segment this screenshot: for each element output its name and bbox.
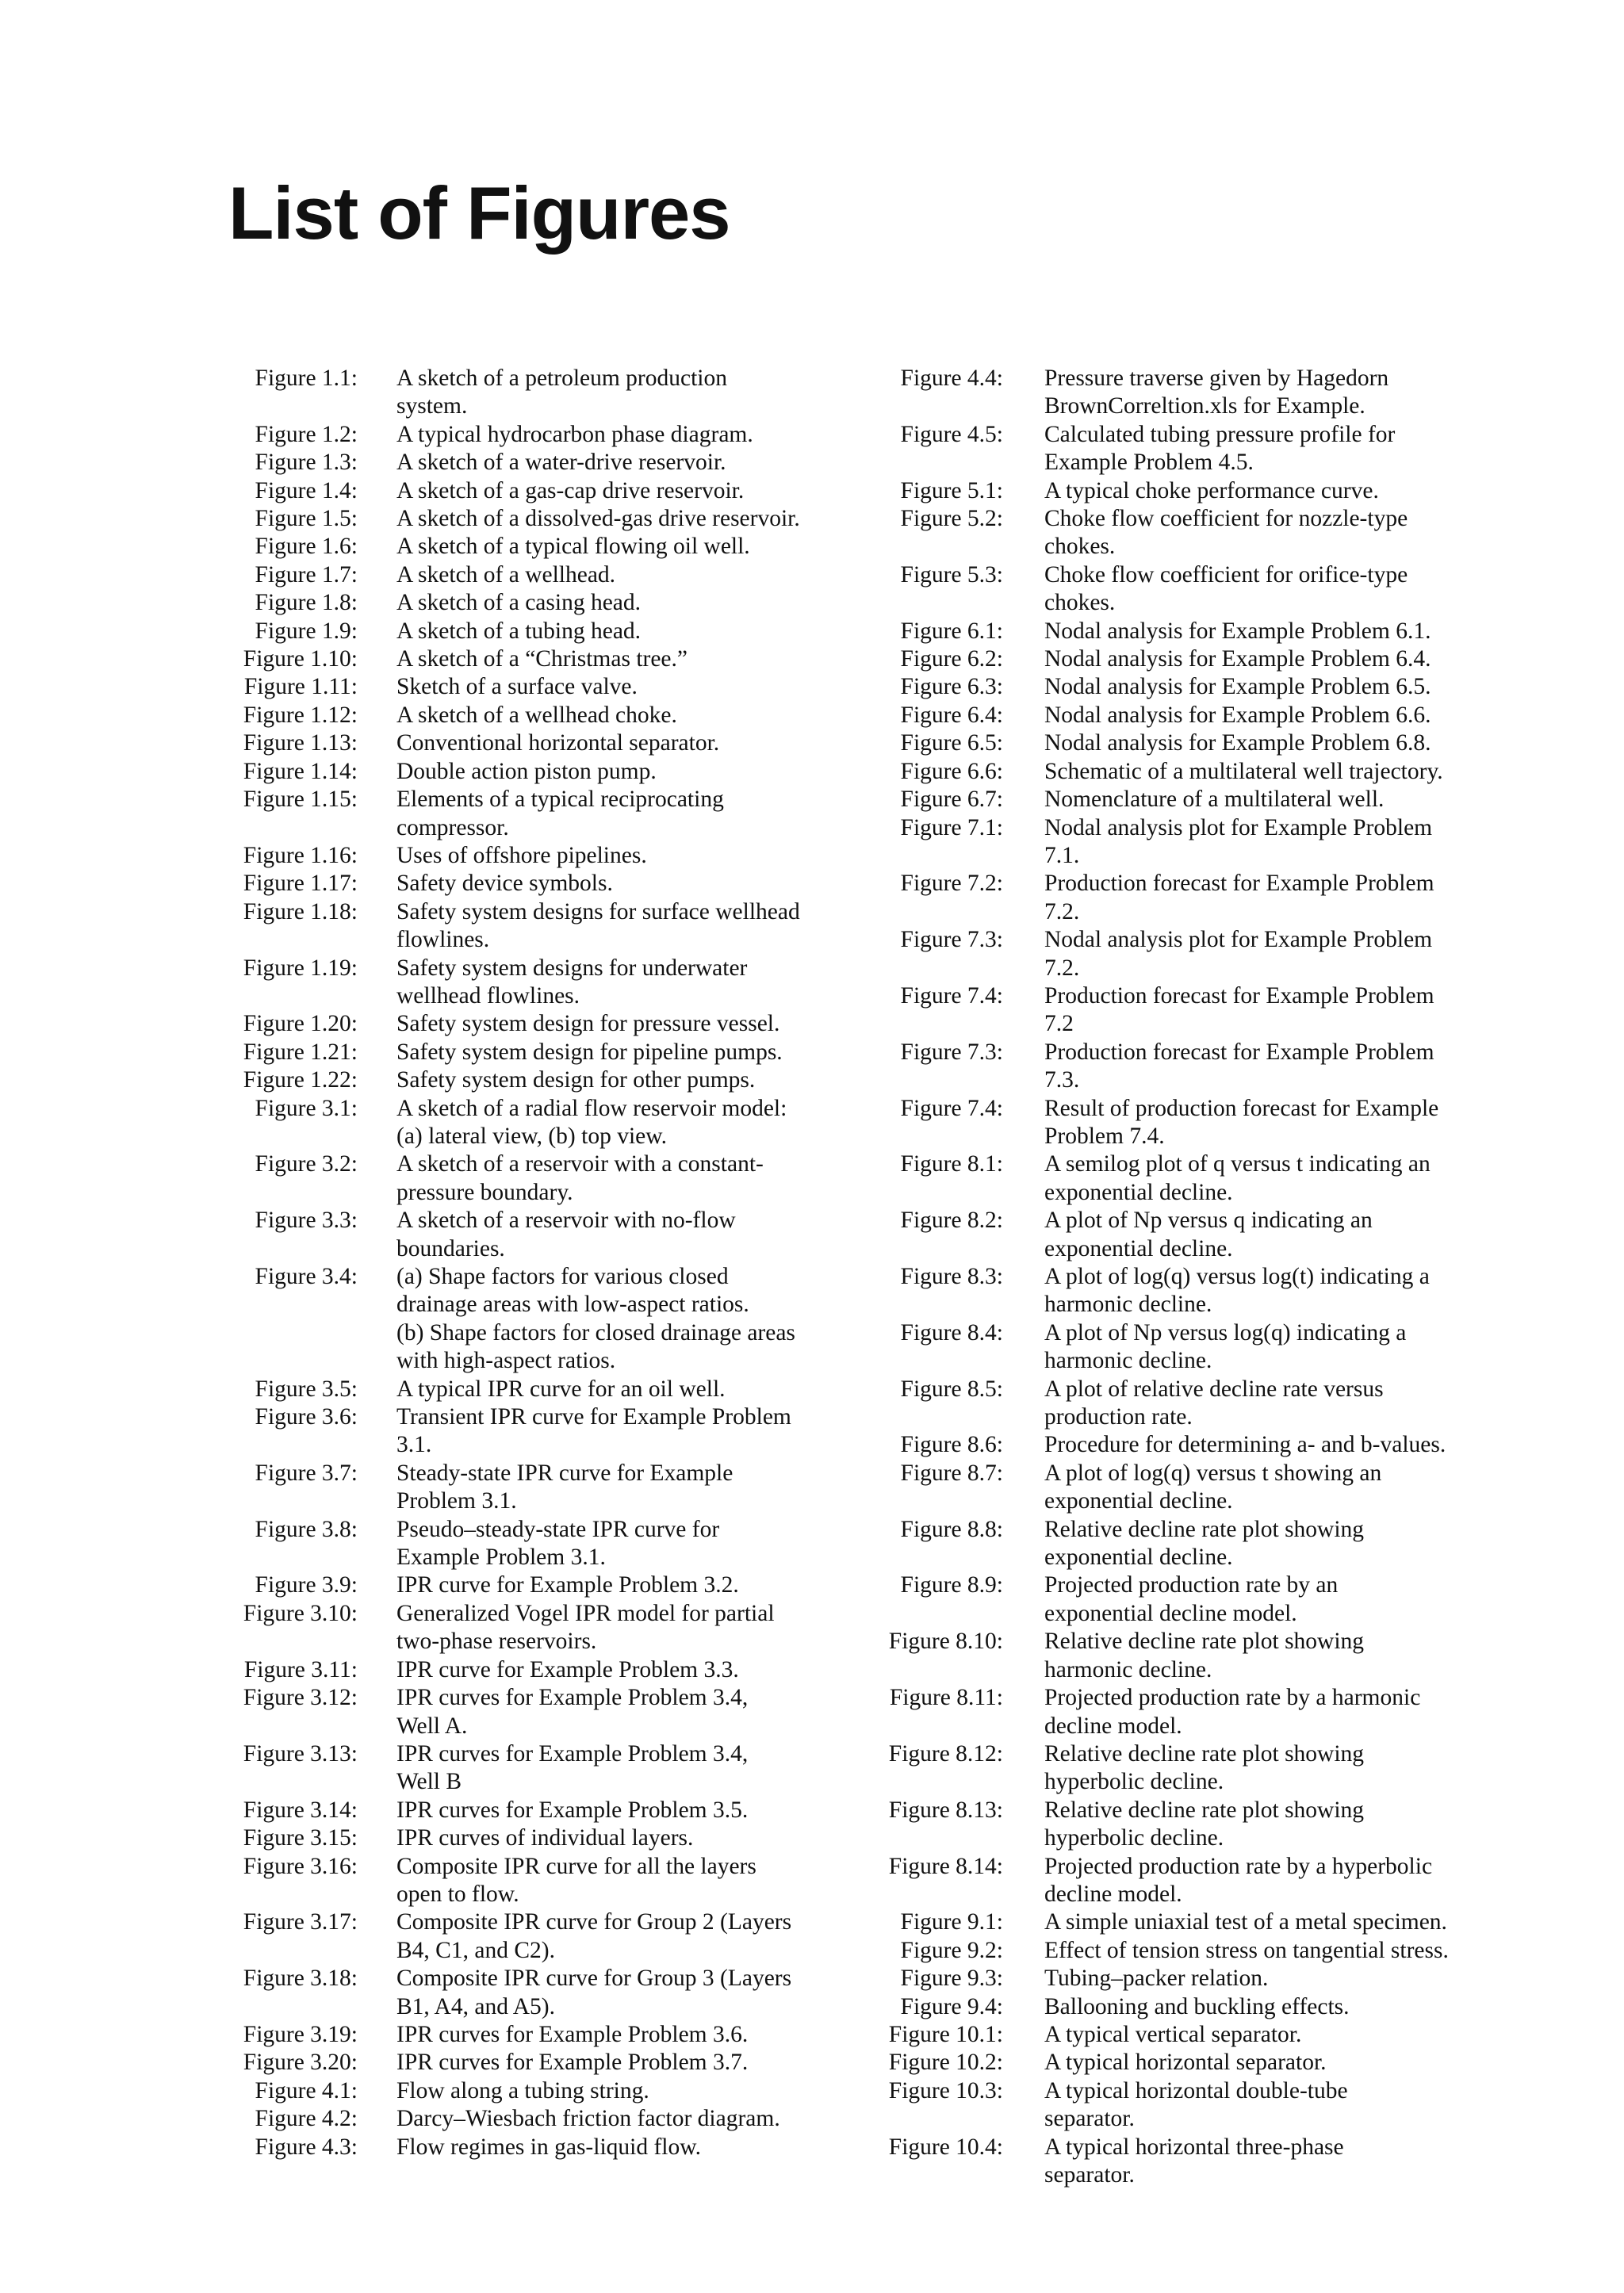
figure-list-entry [226,1263,852,1376]
figure-list-entry [226,1824,852,1852]
figure-list-entry [226,1797,852,1824]
figure-list-entry [875,1319,1493,1376]
figure-number: Figure 8.12: [888,1740,1003,1767]
figure-caption: Production forecast for Example Problem 7.2 [1044,982,1434,1037]
figure-caption: IPR curves for Example Problem 3.4, Well B [396,1740,749,1795]
figure-list-entry [875,1993,1493,2021]
figure-number: Figure 1.20: [243,1011,358,1037]
figure-caption: Generalized Vogel IPR model for partial two-phase reservoirs. [396,1600,775,1655]
figure-caption: Safety device symbols. [396,871,613,897]
figure-number: Figure 6.6: [900,758,1003,784]
figure-list-entry [226,786,852,842]
figure-caption: Safety system design for other pumps. [396,1067,756,1093]
figure-list-entry [875,814,1493,871]
figure-caption: Projected production rate by a harmonic decline model. [1044,1685,1421,1739]
figure-number: Figure 3.7: [255,1460,358,1486]
figure-list-entry [226,1740,852,1797]
figure-number: Figure 1.18: [243,898,358,924]
figure-caption: A typical vertical separator. [1044,2021,1302,2047]
figure-list-entry [875,2077,1493,2134]
figure-number: Figure 9.1: [900,1909,1003,1935]
figure-list-entry [226,1066,852,1094]
figure-caption: Choke flow coefficient for nozzle-type chokes. [1044,506,1408,560]
figure-number: Figure 8.14: [888,1853,1003,1879]
figure-number: Figure 7.2: [900,871,1003,897]
figure-caption: Safety system design for pipeline pumps. [396,1039,783,1065]
figure-number: Figure 1.21: [243,1039,358,1065]
figure-caption: Steady-state IPR curve for Example Problem 3.1. [396,1460,733,1514]
figure-number: Figure 3.1: [255,1095,358,1121]
figure-number: Figure 4.4: [900,366,1003,391]
figure-number: Figure 3.15: [243,1825,358,1851]
figure-list-entry [875,1797,1493,1853]
figure-caption: A sketch of a tubing head. [396,618,642,644]
figure-list-entry [226,898,852,955]
figure-list-entry [226,1600,852,1656]
figure-number: Figure 8.4: [900,1319,1003,1346]
figure-caption: IPR curves for Example Problem 3.4, Well A. [396,1685,749,1739]
figure-list-entry [226,702,852,729]
figure-number: Figure 3.4: [255,1264,358,1289]
figure-number: Figure 7.4: [900,982,1003,1009]
figure-number: Figure 3.2: [255,1151,358,1177]
figure-caption: A typical horizontal three-phase separator. [1044,2134,1344,2188]
figure-list-entry [875,1150,1493,1207]
figure-caption: Darcy–Wiesbach friction factor diagram. [396,2106,780,2132]
figure-caption: A sketch of a “Christmas tree.” [396,646,688,672]
figure-caption: Uses of offshore pipelines. [396,842,647,868]
figure-caption: A plot of log(q) versus log(t) indicating a harmonic decline. [1044,1264,1430,1318]
figure-number: Figure 4.2: [255,2106,358,2132]
figure-caption: Relative decline rate plot showing harmonic decline. [1044,1629,1365,1682]
figure-caption: Composite IPR curve for Group 3 (Layers B1, A4, and A5). [396,1966,792,2019]
figure-list-entry [226,870,852,898]
figure-caption: A plot of Np versus q indicating an exponential decline. [1044,1208,1373,1261]
figure-caption: Ballooning and buckling effects. [1044,1993,1350,2019]
figure-list-entry [226,477,852,505]
figure-caption: Pseudo–steady-state IPR curve for Example Problem 3.1. [396,1516,720,1571]
figure-list-entry [875,758,1493,786]
figure-number: Figure 7.4: [900,1095,1003,1121]
figure-list-entry [226,1150,852,1207]
figure-caption: Elements of a typical reciprocating compressor. [396,787,724,840]
figure-caption: Composite IPR curve for all the layers open to flow. [396,1853,756,1907]
figure-list-entry [226,842,852,870]
figure-number: Figure 3.14: [243,1797,358,1823]
figure-number: Figure 7.1: [900,814,1003,840]
figure-list-entry [226,1403,852,1460]
figure-number: Figure 1.2: [255,421,358,447]
figure-list-entry [226,955,852,1011]
figure-list-entry [226,1965,852,2021]
figure-caption: A typical hydrocarbon phase diagram. [396,421,753,447]
figure-number: Figure 10.4: [888,2134,1003,2160]
figure-caption: A simple uniaxial test of a metal specimen. [1044,1909,1447,1935]
figure-caption: IPR curves of individual layers. [396,1825,694,1851]
figure-number: Figure 8.6: [900,1432,1003,1458]
figure-caption: A sketch of a casing head. [396,590,642,616]
figure-caption: Nodal analysis for Example Problem 6.8. [1044,730,1431,756]
figure-list-entry [226,2105,852,2133]
figure-number: Figure 6.3: [900,674,1003,700]
figure-caption: Projected production rate by an exponential decline model. [1044,1572,1339,1626]
figure-number: Figure 6.1: [900,618,1003,644]
figure-list-entry [226,1039,852,1066]
figure-caption: Nodal analysis for Example Problem 6.1. [1044,618,1431,644]
figure-list-entry [226,2077,852,2105]
figure-caption: A sketch of a reservoir with no-flow boundaries. [396,1208,736,1261]
figure-number: Figure 8.7: [900,1460,1003,1486]
figure-number: Figure 10.1: [888,2021,1003,2047]
figure-list-entry [875,1376,1493,1432]
figure-number: Figure 1.1: [255,366,358,391]
figure-number: Figure 3.8: [255,1516,358,1542]
figure-number: Figure 8.10: [888,1629,1003,1655]
figure-list-entry [226,618,852,645]
figure-caption: (a) Shape factors for various closed drainage areas with low-aspect ratios. (b) Shape factors for closed drainage areas with high-aspect ratios. [396,1264,795,1374]
figure-number: Figure 5.2: [900,506,1003,532]
figure-number: Figure 3.11: [243,1656,358,1682]
figure-caption: IPR curve for Example Problem 3.3. [396,1656,739,1682]
figure-caption: Flow along a tubing string. [396,2077,649,2104]
figure-list-entry [226,421,852,449]
figure-caption: Production forecast for Example Problem 7.3. [1044,1039,1434,1093]
figure-caption: Tubing–packer relation. [1044,1966,1269,1992]
figure-list-entry [875,421,1493,477]
figure-list-entry [226,1095,852,1151]
figure-caption: Safety system design for pressure vessel. [396,1011,780,1037]
figure-number: Figure 1.7: [255,561,358,588]
figure-caption: Nomenclature of a multilateral well. [1044,787,1385,813]
figure-list-entry [875,702,1493,729]
figure-caption: Relative decline rate plot showing hyperbolic decline. [1044,1740,1365,1795]
figure-list-entry [875,1937,1493,1965]
figure-caption: A sketch of a dissolved-gas drive reservoir. [396,506,800,532]
figure-list-entry [226,1853,852,1909]
figure-number: Figure 3.13: [243,1740,358,1767]
figure-caption: Flow regimes in gas-liquid flow. [396,2134,702,2160]
figure-caption: Effect of tension stress on tangential stress. [1044,1937,1449,1963]
figure-number: Figure 8.3: [900,1264,1003,1289]
figure-number: Figure 1.10: [243,646,358,672]
figure-caption: A plot of relative decline rate versus production rate. [1044,1376,1384,1430]
figure-caption: Projected production rate by a hyperbolic decline model. [1044,1853,1433,1907]
figure-number: Figure 9.3: [900,1966,1003,1992]
figure-number: Figure 8.9: [900,1572,1003,1598]
figure-number: Figure 7.3: [900,1039,1003,1065]
figure-number: Figure 4.5: [900,421,1003,447]
figure-caption: IPR curves for Example Problem 3.7. [396,2050,749,2076]
figure-list-entry [226,1656,852,1684]
figure-number: Figure 3.20: [243,2050,358,2076]
figure-number: Figure 1.11: [243,674,358,700]
figure-list-entry [226,1207,852,1263]
figure-caption: A semilog plot of q versus t indicating an exponential decline. [1044,1151,1431,1205]
figure-list-entry [875,618,1493,645]
figure-caption: A sketch of a water-drive reservoir. [396,450,726,476]
figure-number: Figure 7.3: [900,927,1003,953]
figure-list-left-column [226,365,852,2161]
figure-number: Figure 3.5: [255,1376,358,1402]
figure-caption: Composite IPR curve for Group 2 (Layers B4, C1, and C2). [396,1909,792,1963]
figure-number: Figure 5.3: [900,561,1003,588]
figure-caption: A sketch of a wellhead. [396,561,616,588]
figure-list-entry [875,1039,1493,1095]
figure-list-entry [226,561,852,589]
figure-list-entry [875,1095,1493,1151]
figure-caption: A typical IPR curve for an oil well. [396,1376,726,1402]
figure-list-entry [875,1460,1493,1516]
figure-caption: IPR curve for Example Problem 3.2. [396,1572,739,1598]
figure-list-entry [875,1684,1493,1740]
figure-list-entry [875,477,1493,505]
figure-list-entry [875,2049,1493,2077]
figure-caption: A plot of Np versus log(q) indicating a harmonic decline. [1044,1319,1407,1374]
figure-caption: Schematic of a multilateral well trajectory. [1044,758,1443,784]
figure-caption: Nodal analysis for Example Problem 6.5. [1044,674,1431,700]
figure-number: Figure 8.11: [889,1685,1003,1711]
figure-number: Figure 1.8: [255,590,358,616]
figure-list-entry [226,505,852,533]
figure-caption: Calculated tubing pressure profile for Example Problem 4.5. [1044,421,1396,476]
figure-caption: Nodal analysis plot for Example Problem 7.1. [1044,814,1433,868]
figure-number: Figure 10.3: [888,2077,1003,2104]
figure-list-entry [875,505,1493,561]
figure-number: Figure 1.12: [243,702,358,728]
figure-list-right-column [875,365,1493,2189]
figure-number: Figure 1.13: [243,730,358,756]
figure-caption: Conventional horizontal separator. [396,730,720,756]
figure-caption: Relative decline rate plot showing hyperbolic decline. [1044,1797,1365,1851]
figure-number: Figure 3.17: [243,1909,358,1935]
figure-list-entry [875,1740,1493,1797]
figure-caption: A sketch of a petroleum production system. [396,366,727,419]
figure-caption: Nodal analysis plot for Example Problem 7.2. [1044,927,1433,981]
figure-list-entry [875,786,1493,813]
figure-number: Figure 10.2: [888,2050,1003,2076]
figure-number: Figure 1.16: [243,842,358,868]
figure-number: Figure 3.9: [255,1572,358,1598]
figure-list-entry [875,2134,1493,2190]
figure-caption: Relative decline rate plot showing exponential decline. [1044,1516,1365,1571]
figure-number: Figure 1.3: [255,450,358,476]
figure-list-entry [875,1628,1493,1684]
figure-number: Figure 1.9: [255,618,358,644]
figure-number: Figure 3.19: [243,2021,358,2047]
figure-number: Figure 3.10: [243,1600,358,1626]
figure-caption: Nodal analysis for Example Problem 6.4. [1044,646,1431,672]
figure-caption: Double action piston pump. [396,758,657,784]
figure-number: Figure 1.5: [255,506,358,532]
figure-number: Figure 5.1: [900,477,1003,503]
figure-list-entry [875,1516,1493,1572]
figure-number: Figure 8.13: [888,1797,1003,1823]
figure-list-entry [226,729,852,757]
figure-caption: Result of production forecast for Example Problem 7.4. [1044,1095,1439,1149]
figure-list-entry [875,645,1493,673]
figure-caption: Procedure for determining a- and b-values. [1044,1432,1446,1458]
figure-list-entry [875,1263,1493,1319]
figure-number: Figure 3.3: [255,1208,358,1234]
figure-number: Figure 4.1: [255,2077,358,2104]
figure-number: Figure 1.19: [243,955,358,981]
figure-list-entry [875,1431,1493,1459]
figure-caption: IPR curves for Example Problem 3.5. [396,1797,749,1823]
figure-list-entry [875,2021,1493,2049]
figure-number: Figure 1.22: [243,1067,358,1093]
figure-number: Figure 6.2: [900,646,1003,672]
figure-list-entry [875,982,1493,1039]
figure-number: Figure 1.14: [243,758,358,784]
figure-number: Figure 1.17: [243,871,358,897]
figure-list-entry [875,1908,1493,1936]
figure-list-entry [875,365,1493,421]
figure-number: Figure 3.6: [255,1404,358,1430]
figure-number: Figure 6.7: [900,787,1003,813]
figure-list-entry [875,729,1493,757]
figure-caption: A sketch of a wellhead choke. [396,702,677,728]
figure-number: Figure 3.16: [243,1853,358,1879]
figure-number: Figure 3.12: [243,1685,358,1711]
figure-list-entry [226,1516,852,1572]
figure-caption: Nodal analysis for Example Problem 6.6. [1044,702,1431,728]
figure-number: Figure 8.8: [900,1516,1003,1542]
figure-list-entry [875,1207,1493,1263]
figure-list-entry [226,589,852,617]
figure-list-entry [875,673,1493,701]
figure-caption: Sketch of a surface valve. [396,674,638,700]
figure-list-entry [226,1376,852,1403]
figure-list-entry [226,365,852,421]
figure-number: Figure 9.4: [900,1993,1003,2019]
figure-list-entry [875,1965,1493,1992]
figure-list-entry [226,2021,852,2049]
figure-number: Figure 1.6: [255,534,358,560]
figure-number: Figure 9.2: [900,1937,1003,1963]
figure-number: Figure 3.18: [243,1966,358,1992]
figure-caption: A plot of log(q) versus t showing an exponential decline. [1044,1460,1382,1514]
figure-caption: A sketch of a gas-cap drive reservoir. [396,477,745,503]
figure-list-entry [226,673,852,701]
figure-number: Figure 1.4: [255,477,358,503]
figure-number: Figure 8.1: [900,1151,1003,1177]
page-title: List of Figures [228,171,730,255]
figure-list-entry [226,2049,852,2077]
figure-number: Figure 4.3: [255,2134,358,2160]
figure-caption: A sketch of a typical flowing oil well. [396,534,750,560]
figure-caption: Choke flow coefficient for orifice-type chokes. [1044,561,1408,616]
figure-list-entry [226,533,852,561]
figure-list-entry [875,561,1493,618]
figure-number: Figure 8.2: [900,1208,1003,1234]
figure-caption: Pressure traverse given by Hagedorn BrownCorreltion.xls for Example. [1044,366,1389,419]
figure-list-entry [875,926,1493,982]
figure-number: Figure 6.4: [900,702,1003,728]
figure-caption: Production forecast for Example Problem 7.2. [1044,871,1434,924]
figure-list-entry [226,1571,852,1599]
figure-caption: IPR curves for Example Problem 3.6. [396,2021,749,2047]
figure-caption: A typical choke performance curve. [1044,477,1379,503]
figure-list-entry [875,1853,1493,1909]
figure-caption: A typical horizontal separator. [1044,2050,1327,2076]
figure-list-entry [875,870,1493,926]
figure-list-entry [226,758,852,786]
figure-list-entry [226,645,852,673]
figure-caption: Safety system designs for underwater wellhead flowlines. [396,955,748,1009]
figure-number: Figure 1.15: [243,787,358,813]
figure-list-entry [226,1460,852,1516]
figure-number: Figure 8.5: [900,1376,1003,1402]
figure-list-entry [226,1908,852,1965]
figure-caption: Safety system designs for surface wellhead flowlines. [396,898,800,953]
figure-list-entry [875,1571,1493,1628]
figure-caption: A sketch of a reservoir with a constant- pressure boundary. [396,1151,764,1205]
figure-caption: A typical horizontal double-tube separator. [1044,2077,1348,2132]
figure-list-entry [226,2134,852,2161]
figure-number: Figure 6.5: [900,730,1003,756]
figure-list-entry [226,1684,852,1740]
figure-caption: Transient IPR curve for Example Problem 3.1. [396,1404,791,1458]
figure-list-entry [226,1010,852,1038]
figure-list-entry [226,449,852,477]
figure-caption: A sketch of a radial flow reservoir model: (a) lateral view, (b) top view. [396,1095,787,1149]
